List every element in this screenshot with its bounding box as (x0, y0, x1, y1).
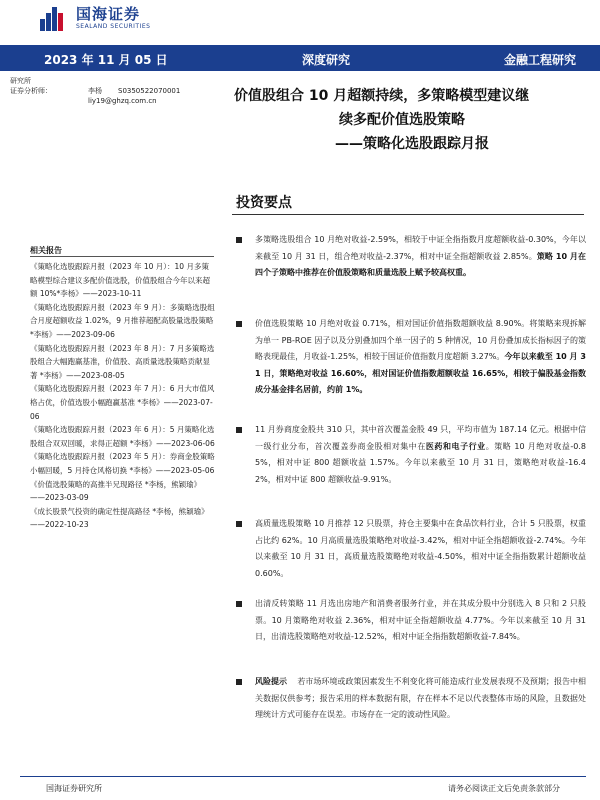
related-report-item[interactable]: 《策略化选股跟踪月报（2023 年 9 月）：多策略选股组合月度超额收益 1.02%，9 月推荐超配高股量选股策略*李杨》——2023-09-06 (30, 302, 215, 339)
related-report-item[interactable]: 《成长股景气投资的确定性提高路径 *李杨，熊颖瑜》——2022-10-23 (30, 506, 209, 530)
report-type: 深度研究 (302, 53, 351, 67)
related-report-item[interactable]: 《策略化选股跟踪月报（2023 年 10 月）：10 月多策略模型综合建议多配价值选股，价值股组合今年以来超额 10%*李杨》——2023-10-11 (30, 262, 210, 299)
header-banner (0, 45, 600, 71)
bullet-square-icon (236, 521, 242, 527)
analyst-label: 证券分析师： (10, 87, 52, 95)
footer-disclaimer: 请务必阅读正文后免责条款部分 (448, 784, 560, 793)
logo (40, 6, 150, 31)
bullet-text: 11 月券商度金股共 310 只，其中首次覆盖金股 49 只，平均市值为 187.14 亿元。根据中信一级行业分布，首次覆盖券商金股相对集中在 (255, 425, 586, 451)
related-report-item[interactable]: 《策略化选股跟踪月报（2023 年 5 月）：券商金股策略小幅回暖，5 月持仓风格切换 *李杨》——2023-05-06 (30, 452, 215, 475)
analyst-email[interactable]: liy19@ghzq.com.cn (88, 97, 157, 105)
section-divider (232, 214, 584, 215)
related-divider (30, 256, 214, 257)
analyst-cert: S0350522070001 (118, 87, 181, 95)
section-title: 投资要点 (236, 195, 292, 211)
bullet-bold: 策略 10 月在四个子策略中推荐在价值股策略和质量选股上赋予较高权重。 (255, 251, 587, 277)
related-reports-list (30, 260, 216, 532)
bullet-text: 出清反转策略 11 月选出房地产和消费者服务行业，并在其成分股中分别选入 8 只和 2 只股票。10 月策略绝对收益 2.36%，相对中证全指超额收益 4.77%。今年以来截至 10 月 31 日，出清选股策略绝对收益-12.52%，相对中证全指指数超额收益-7.84%。 (255, 599, 586, 641)
related-reports-title: 相关报告 (30, 246, 62, 255)
bullet-bold: 风险提示 (255, 677, 288, 686)
analyst-institute: 研究所 (10, 77, 31, 85)
bullet-square-icon (236, 237, 242, 243)
footer-institute: 国海证券研究所 (46, 784, 102, 793)
report-date: 2023 年 11 月 05 日 (44, 53, 168, 67)
bullet-multi-strategy (236, 232, 586, 282)
bullet-square-icon (236, 427, 242, 433)
logo-en: SEALAND SECURITIES (76, 23, 151, 30)
related-report-item[interactable]: 《策略化选股跟踪月报（2023 年 8 月）：7 月多策略选股组合大幅跑赢基准，价值股、高质量选股策略贡献显著 *李杨》——2023-08-05 (30, 343, 215, 380)
report-department: 金融工程研究 (503, 53, 576, 67)
bullet-quality-strategy (236, 516, 586, 582)
bullet-broker-gold-stocks (236, 422, 586, 488)
related-report-item[interactable]: 《策略化选股跟踪月报（2023 年 6 月）：5 月策略化选股组合双双回暖，求得正超额 *李杨》——2023-06-06 (30, 425, 215, 448)
bullet-text: 高质量选股策略 10 月推荐 12 只股票，持仓主要集中在食品饮料行业，合计 5 只股票，权重占比约 62%。10 月高质量选股策略绝对收益-3.42%，相对中证全指超额收益-2.74%。今年以来截至 10 月 31 日，高质量选股策略绝对收益-4.50%，相对中证全指指数累计超额收益 0.60%。 (255, 519, 586, 578)
bullet-square-icon (236, 601, 242, 607)
bullet-bold: 今年以来截至 10 月 31 日，策略绝对收益 16.60%，相对国证价值指数超额收益 16.65%，相较于偏股基金指数成分基金排名居前，约前 1%。 (255, 352, 586, 394)
analyst-name: 李杨 (88, 87, 102, 95)
bullet-square-icon (236, 321, 242, 327)
report-title (222, 84, 582, 156)
bullet-bold: 医药和电子行业 (425, 441, 486, 451)
footer-divider (20, 776, 586, 777)
title-line-3: ——策略化选股跟踪月报 (335, 136, 489, 152)
title-line-2: 续多配价值选股策略 (339, 112, 465, 128)
bullet-square-icon (236, 679, 242, 685)
logo-cn: 国海证券 (76, 5, 141, 23)
related-report-item[interactable]: 《价值选股策略的高推半兄现路径 *李杨，熊颖瑜》——2023-03-09 (30, 479, 202, 503)
bullet-reversal-strategy (236, 596, 586, 646)
logo-mark-icon (40, 7, 70, 31)
bullet-risk-warning (236, 674, 586, 724)
bullet-text: 。策略 10 月绝对收益-0.85%，相对中证 800 超额收益 1.57%。今年以来截至 10 月 31 日，策略绝对收益-16.42%，相对中证 800 超额收益-9.91%。 (255, 441, 587, 484)
bullet-text: 价值选股策略 10 月绝对收益 0.71%，相对国证价值指数超额收益 8.90%。将策略来现拆解为单一 PB-ROE 因子以及分别叠加四个单一因子的 5 种情况，10 月份叠加成长指标因子的策略表现最佳，月收益-1.25%，相较于国证价值指数月度超额 3.27%。 (255, 319, 586, 361)
bullet-text: 多策略选股组合 10 月绝对收益-2.59%，相较于中证全指指数月度超额收益-0.30%，今年以来截至 10 月 31 日，组合绝对收益-2.37%，相对中证全指超额收益 2.85%。 (255, 235, 586, 261)
bullet-value-strategy (236, 316, 586, 399)
title-line-1: 价值股组合 10 月超额持续，多策略模型建议继 (234, 88, 530, 104)
bullet-text: 若市场环境或政策因素发生不利变化将可能造成行业发展表现不及预期；报告中相关数据仅供参考；报告采用的样本数据有限，存在样本不足以代表整体市场的风险，且数据处理统计方式可能存在误差。市场存在一定的波动性风险。 (255, 677, 586, 719)
analyst-info (10, 76, 180, 106)
related-report-item[interactable]: 《策略化选股跟踪月报（2023 年 7 月）：6 月大市值风格占优，价值选股小幅跑赢基准 *李杨》——2023-07-06 (30, 384, 215, 421)
